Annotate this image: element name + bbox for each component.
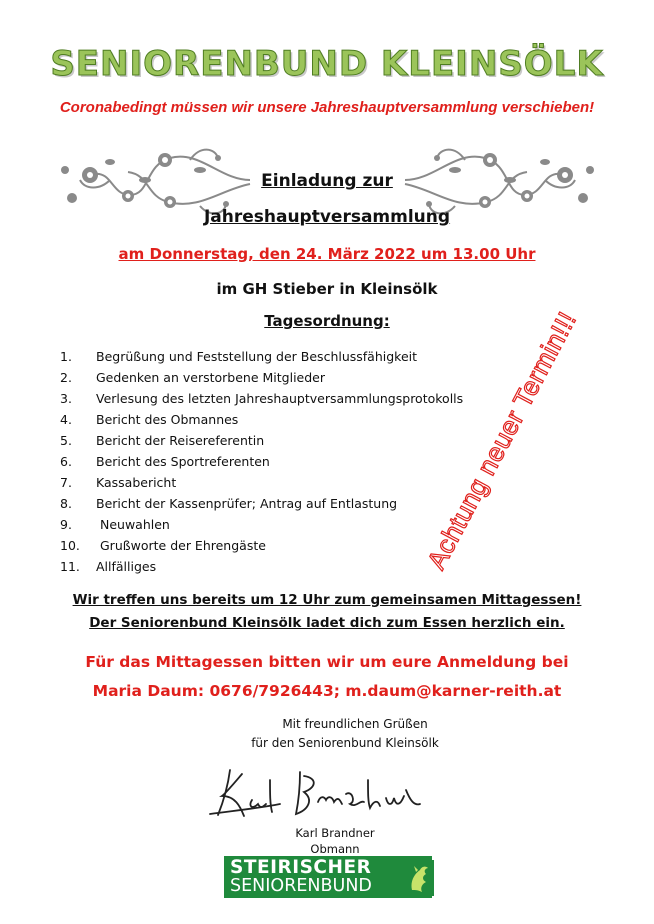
agenda-item — [60, 409, 480, 430]
agenda-text: Kassabericht — [96, 475, 177, 490]
agenda-text: Neuwahlen — [100, 517, 170, 532]
new-date-stamp: Achtung neuer Termin!!! — [420, 306, 583, 575]
agenda-number: 4. — [60, 412, 72, 427]
logo-line-1: STEIRISCHER — [230, 857, 372, 878]
agenda-item — [60, 430, 480, 451]
agenda-number: 6. — [60, 454, 72, 469]
lunch-invitation: Der Seniorenbund Kleinsölk ladet dich zum Essen herzlich ein. — [89, 615, 565, 631]
agenda-number: 8. — [60, 496, 72, 511]
agenda-item — [60, 556, 480, 577]
signer-role: Obmann — [310, 842, 360, 856]
agenda-item — [60, 367, 480, 388]
agenda-text: Bericht des Sportreferenten — [96, 454, 270, 469]
signer-name: Karl Brandner — [295, 826, 375, 840]
agenda-heading: Tagesordnung: — [264, 312, 390, 330]
agenda-text: Gedenken an verstorbene Mitglieder — [96, 370, 325, 385]
agenda-number: 5. — [60, 433, 72, 448]
agenda-number: 7. — [60, 475, 72, 490]
agenda-number: 3. — [60, 391, 72, 406]
page-title: SENIORENBUND KLEINSÖLK — [50, 44, 604, 84]
closing-organization: für den Seniorenbund Kleinsölk — [251, 736, 439, 750]
agenda-number: 1. — [60, 349, 72, 364]
agenda-text: Bericht der Reisereferentin — [96, 433, 265, 448]
postponement-notice: Coronabedingt müssen wir unsere Jahreshauptversammlung verschieben! — [59, 99, 595, 116]
agenda-text: Allfälliges — [96, 559, 157, 574]
agenda-text: Verlesung des letzten Jahreshauptversammlungsprotokolls — [96, 391, 464, 406]
agenda-item — [60, 451, 480, 472]
agenda-item — [60, 346, 480, 367]
registration-request: Für das Mittagessen bitten wir um eure Anmeldung bei — [85, 653, 569, 671]
meeting-place: im GH Stieber in Kleinsölk — [216, 280, 438, 298]
agenda-item — [60, 472, 480, 493]
agenda-item — [60, 535, 480, 556]
invitation-heading: Einladung zur — [261, 171, 393, 191]
agenda-number: 10. — [60, 538, 80, 553]
agenda-text: Grußworte der Ehrengäste — [100, 538, 266, 553]
agenda-item — [60, 493, 480, 514]
lunch-notice: Wir treffen uns bereits um 12 Uhr zum gemeinsamen Mittagessen! — [72, 592, 582, 608]
closing-greeting: Mit freundlichen Grüßen — [282, 717, 428, 731]
agenda-text: Begrüßung und Feststellung der Beschlussfähigkeit — [96, 349, 418, 364]
agenda-item — [60, 388, 480, 409]
logo-line-2: SENIORENBUND — [230, 876, 372, 896]
registration-contact: Maria Daum: 0676/7926443; m.daum@karner-reith.at — [92, 682, 562, 700]
agenda-item — [60, 514, 480, 535]
steirischer-seniorenbund-logo — [224, 856, 432, 898]
agenda-number: 11. — [60, 559, 80, 574]
signature-icon — [200, 760, 440, 826]
agenda-number: 2. — [60, 370, 72, 385]
agenda-text: Bericht der Kassenprüfer; Antrag auf Entlastung — [96, 496, 398, 511]
meeting-date: am Donnerstag, den 24. März 2022 um 13.00 Uhr — [118, 245, 536, 263]
agenda-number: 9. — [60, 517, 72, 532]
agenda-list — [60, 346, 480, 577]
styrian-panther-icon — [404, 860, 434, 896]
agenda-text: Bericht des Obmannes — [96, 412, 239, 427]
meeting-title: Jahreshauptversammlung — [203, 207, 451, 227]
